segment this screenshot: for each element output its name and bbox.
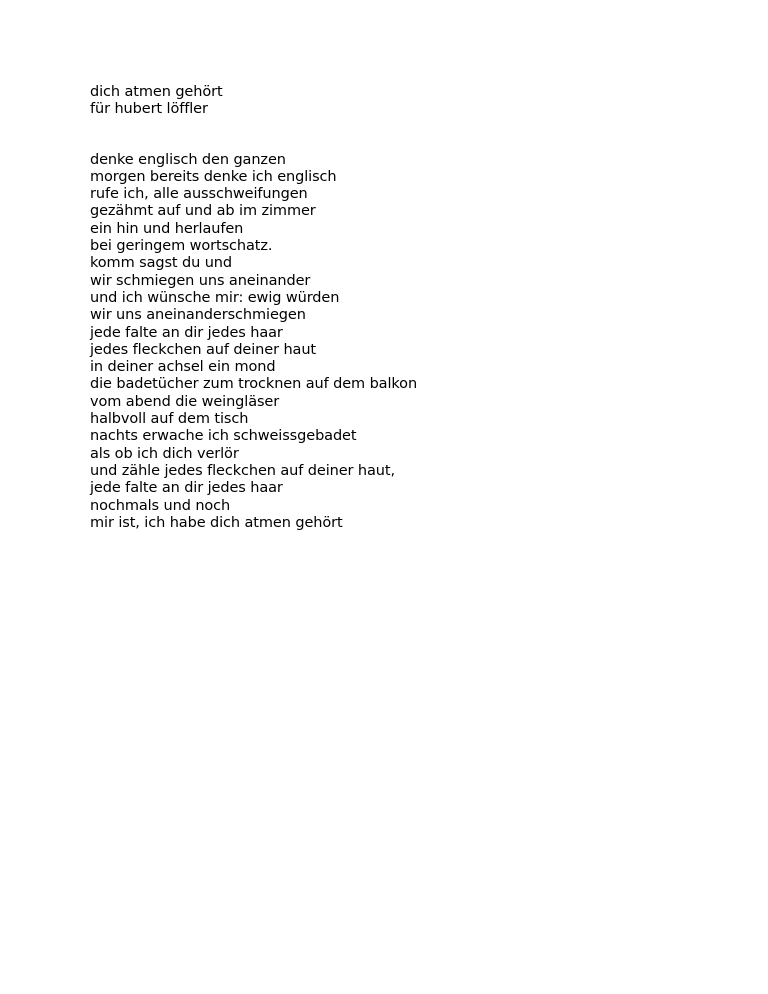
poem-line: jede falte an dir jedes haar	[90, 324, 283, 341]
poem-line: als ob ich dich verlör	[90, 445, 239, 462]
poem-line: jedes fleckchen auf deiner haut	[90, 341, 317, 358]
poem-line: vom abend die weingläser	[90, 393, 280, 410]
poem-title: dich atmen gehört	[90, 84, 223, 100]
poem-line: halbvoll auf dem tisch	[90, 411, 249, 428]
poem-header	[90, 84, 730, 119]
poem-line: denke englisch den ganzen	[90, 151, 286, 168]
poem-line: und ich wünsche mir: ewig würden	[90, 289, 340, 306]
poem-line: nochmals und noch	[90, 497, 231, 514]
poem-dedication: für hubert löffler	[90, 101, 208, 118]
poem-line: gezähmt auf und ab im zimmer	[90, 203, 316, 220]
poem-line: wir schmiegen uns aneinander	[90, 272, 311, 289]
poem-line: nachts erwache ich schweissgebadet	[90, 428, 357, 445]
poem-line: komm sagst du und	[90, 255, 232, 272]
poem-line: die badetücher zum trocknen auf dem balkon	[90, 376, 418, 393]
poem-line: und zähle jedes fleckchen auf deiner haut,	[90, 462, 395, 479]
poem-line: wir uns aneinanderschmiegen	[90, 307, 306, 324]
poem-line: morgen bereits denke ich englisch	[90, 168, 337, 185]
poem-line: rufe ich, alle ausschweifungen	[90, 186, 308, 203]
poem-line: bei geringem wortschatz.	[90, 238, 273, 255]
document-page	[90, 84, 730, 532]
poem-line: jede falte an dir jedes haar	[90, 480, 283, 497]
poem-line: in deiner achsel ein mond	[90, 359, 276, 376]
poem-line: mir ist, ich habe dich atmen gehört	[90, 514, 343, 531]
poem-line: ein hin und herlaufen	[90, 220, 244, 237]
poem-body	[90, 152, 730, 533]
